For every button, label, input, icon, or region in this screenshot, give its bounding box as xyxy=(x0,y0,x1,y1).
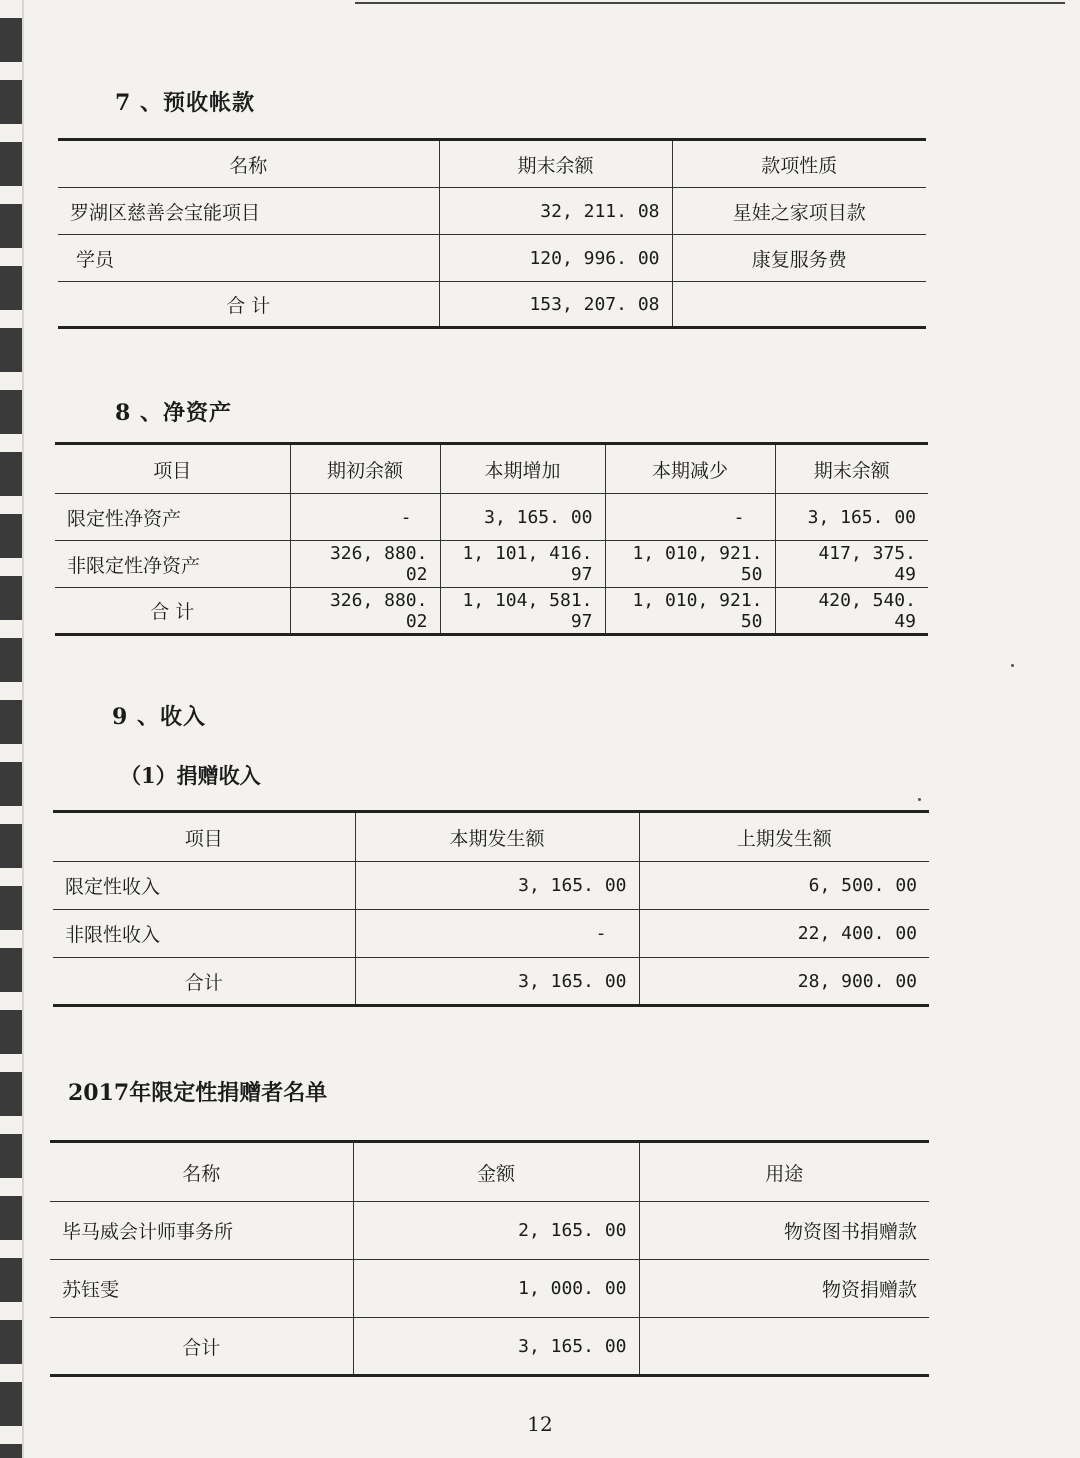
total-decrease: 1, 010, 921. 50 xyxy=(605,588,775,635)
total-ending-balance: 153, 207. 08 xyxy=(439,282,672,328)
table-row xyxy=(50,1260,929,1318)
table-row xyxy=(53,862,929,910)
table-row xyxy=(53,910,929,958)
col-header-name: 名称 xyxy=(50,1142,353,1202)
row-purpose: 物资捐赠款 xyxy=(639,1260,929,1318)
col-header-item: 项目 xyxy=(55,444,290,494)
row-prior: 6, 500. 00 xyxy=(639,862,929,910)
section-9-subtitle: （1）捐赠收入 xyxy=(120,763,261,788)
row-opening: 326, 880. 02 xyxy=(290,541,440,588)
total-amount: 3, 165. 00 xyxy=(353,1318,639,1376)
row-increase: 1, 101, 416. 97 xyxy=(440,541,605,588)
row-item: 限定性净资产 xyxy=(55,494,290,541)
advance-receipts-table xyxy=(58,138,926,329)
col-header-purpose: 用途 xyxy=(639,1142,929,1202)
table-row xyxy=(55,494,928,541)
speck xyxy=(1011,664,1014,667)
table-row xyxy=(58,235,926,282)
col-header-prior: 上期发生额 xyxy=(639,812,929,862)
row-item: 非限性收入 xyxy=(53,910,355,958)
total-prior: 28, 900. 00 xyxy=(639,958,929,1006)
row-name: 苏钰雯 xyxy=(50,1260,353,1318)
col-header-opening: 期初余额 xyxy=(290,444,440,494)
col-header-decrease: 本期减少 xyxy=(605,444,775,494)
total-row xyxy=(58,282,926,328)
total-row xyxy=(50,1318,929,1376)
row-ending-balance: 120, 996. 00 xyxy=(439,235,672,282)
row-current: - xyxy=(355,910,639,958)
total-row xyxy=(53,958,929,1006)
total-purpose xyxy=(639,1318,929,1376)
table-row xyxy=(50,1202,929,1260)
col-header-closing: 期末余额 xyxy=(775,444,928,494)
section-8-title: 8 、净资产 xyxy=(115,400,232,426)
table-header-row xyxy=(53,812,929,862)
col-header-ending-balance: 期末余额 xyxy=(439,140,672,188)
total-increase: 1, 104, 581. 97 xyxy=(440,588,605,635)
row-purpose: 物资图书捐赠款 xyxy=(639,1202,929,1260)
row-ending-balance: 32, 211. 08 xyxy=(439,188,672,235)
row-current: 3, 165. 00 xyxy=(355,862,639,910)
row-decrease: 1, 010, 921. 50 xyxy=(605,541,775,588)
row-item: 非限定性净资产 xyxy=(55,541,290,588)
row-amount: 2, 165. 00 xyxy=(353,1202,639,1260)
row-nature: 康复服务费 xyxy=(672,235,926,282)
row-name: 罗湖区慈善会宝能项目 xyxy=(58,188,439,235)
col-header-current: 本期发生额 xyxy=(355,812,639,862)
total-label: 合 计 xyxy=(58,282,439,328)
col-header-amount: 金额 xyxy=(353,1142,639,1202)
total-nature xyxy=(672,282,926,328)
col-header-increase: 本期增加 xyxy=(440,444,605,494)
top-rule xyxy=(355,2,1065,4)
binding-holes xyxy=(0,0,22,1458)
total-label: 合计 xyxy=(50,1318,353,1376)
total-closing: 420, 540. 49 xyxy=(775,588,928,635)
table-row xyxy=(55,541,928,588)
row-name: 学员 xyxy=(58,235,439,282)
speck xyxy=(918,798,921,801)
row-item: 限定性收入 xyxy=(53,862,355,910)
total-opening: 326, 880. 02 xyxy=(290,588,440,635)
row-name: 毕马威会计师事务所 xyxy=(50,1202,353,1260)
row-prior: 22, 400. 00 xyxy=(639,910,929,958)
row-increase: 3, 165. 00 xyxy=(440,494,605,541)
donor-list-table xyxy=(50,1140,929,1377)
total-row xyxy=(55,588,928,635)
page-number: 12 xyxy=(527,1412,553,1436)
page-edge xyxy=(22,0,24,1458)
row-closing: 417, 375. 49 xyxy=(775,541,928,588)
row-opening: - xyxy=(290,494,440,541)
row-decrease: - xyxy=(605,494,775,541)
col-header-name: 名称 xyxy=(58,140,439,188)
row-nature: 星娃之家项目款 xyxy=(672,188,926,235)
total-label: 合计 xyxy=(53,958,355,1006)
table-header-row xyxy=(50,1142,929,1202)
donation-income-table xyxy=(53,810,929,1007)
total-label: 合 计 xyxy=(55,588,290,635)
col-header-item: 项目 xyxy=(53,812,355,862)
net-assets-table xyxy=(55,442,928,636)
col-header-nature: 款项性质 xyxy=(672,140,926,188)
table-header-row xyxy=(58,140,926,188)
total-current: 3, 165. 00 xyxy=(355,958,639,1006)
section-7-title: 7 、预收帐款 xyxy=(115,90,255,116)
table-row xyxy=(58,188,926,235)
row-amount: 1, 000. 00 xyxy=(353,1260,639,1318)
table-header-row xyxy=(55,444,928,494)
donor-list-title: 2017年限定性捐赠者名单 xyxy=(68,1080,328,1106)
section-9-title: 9 、收入 xyxy=(112,704,206,730)
row-closing: 3, 165. 00 xyxy=(775,494,928,541)
